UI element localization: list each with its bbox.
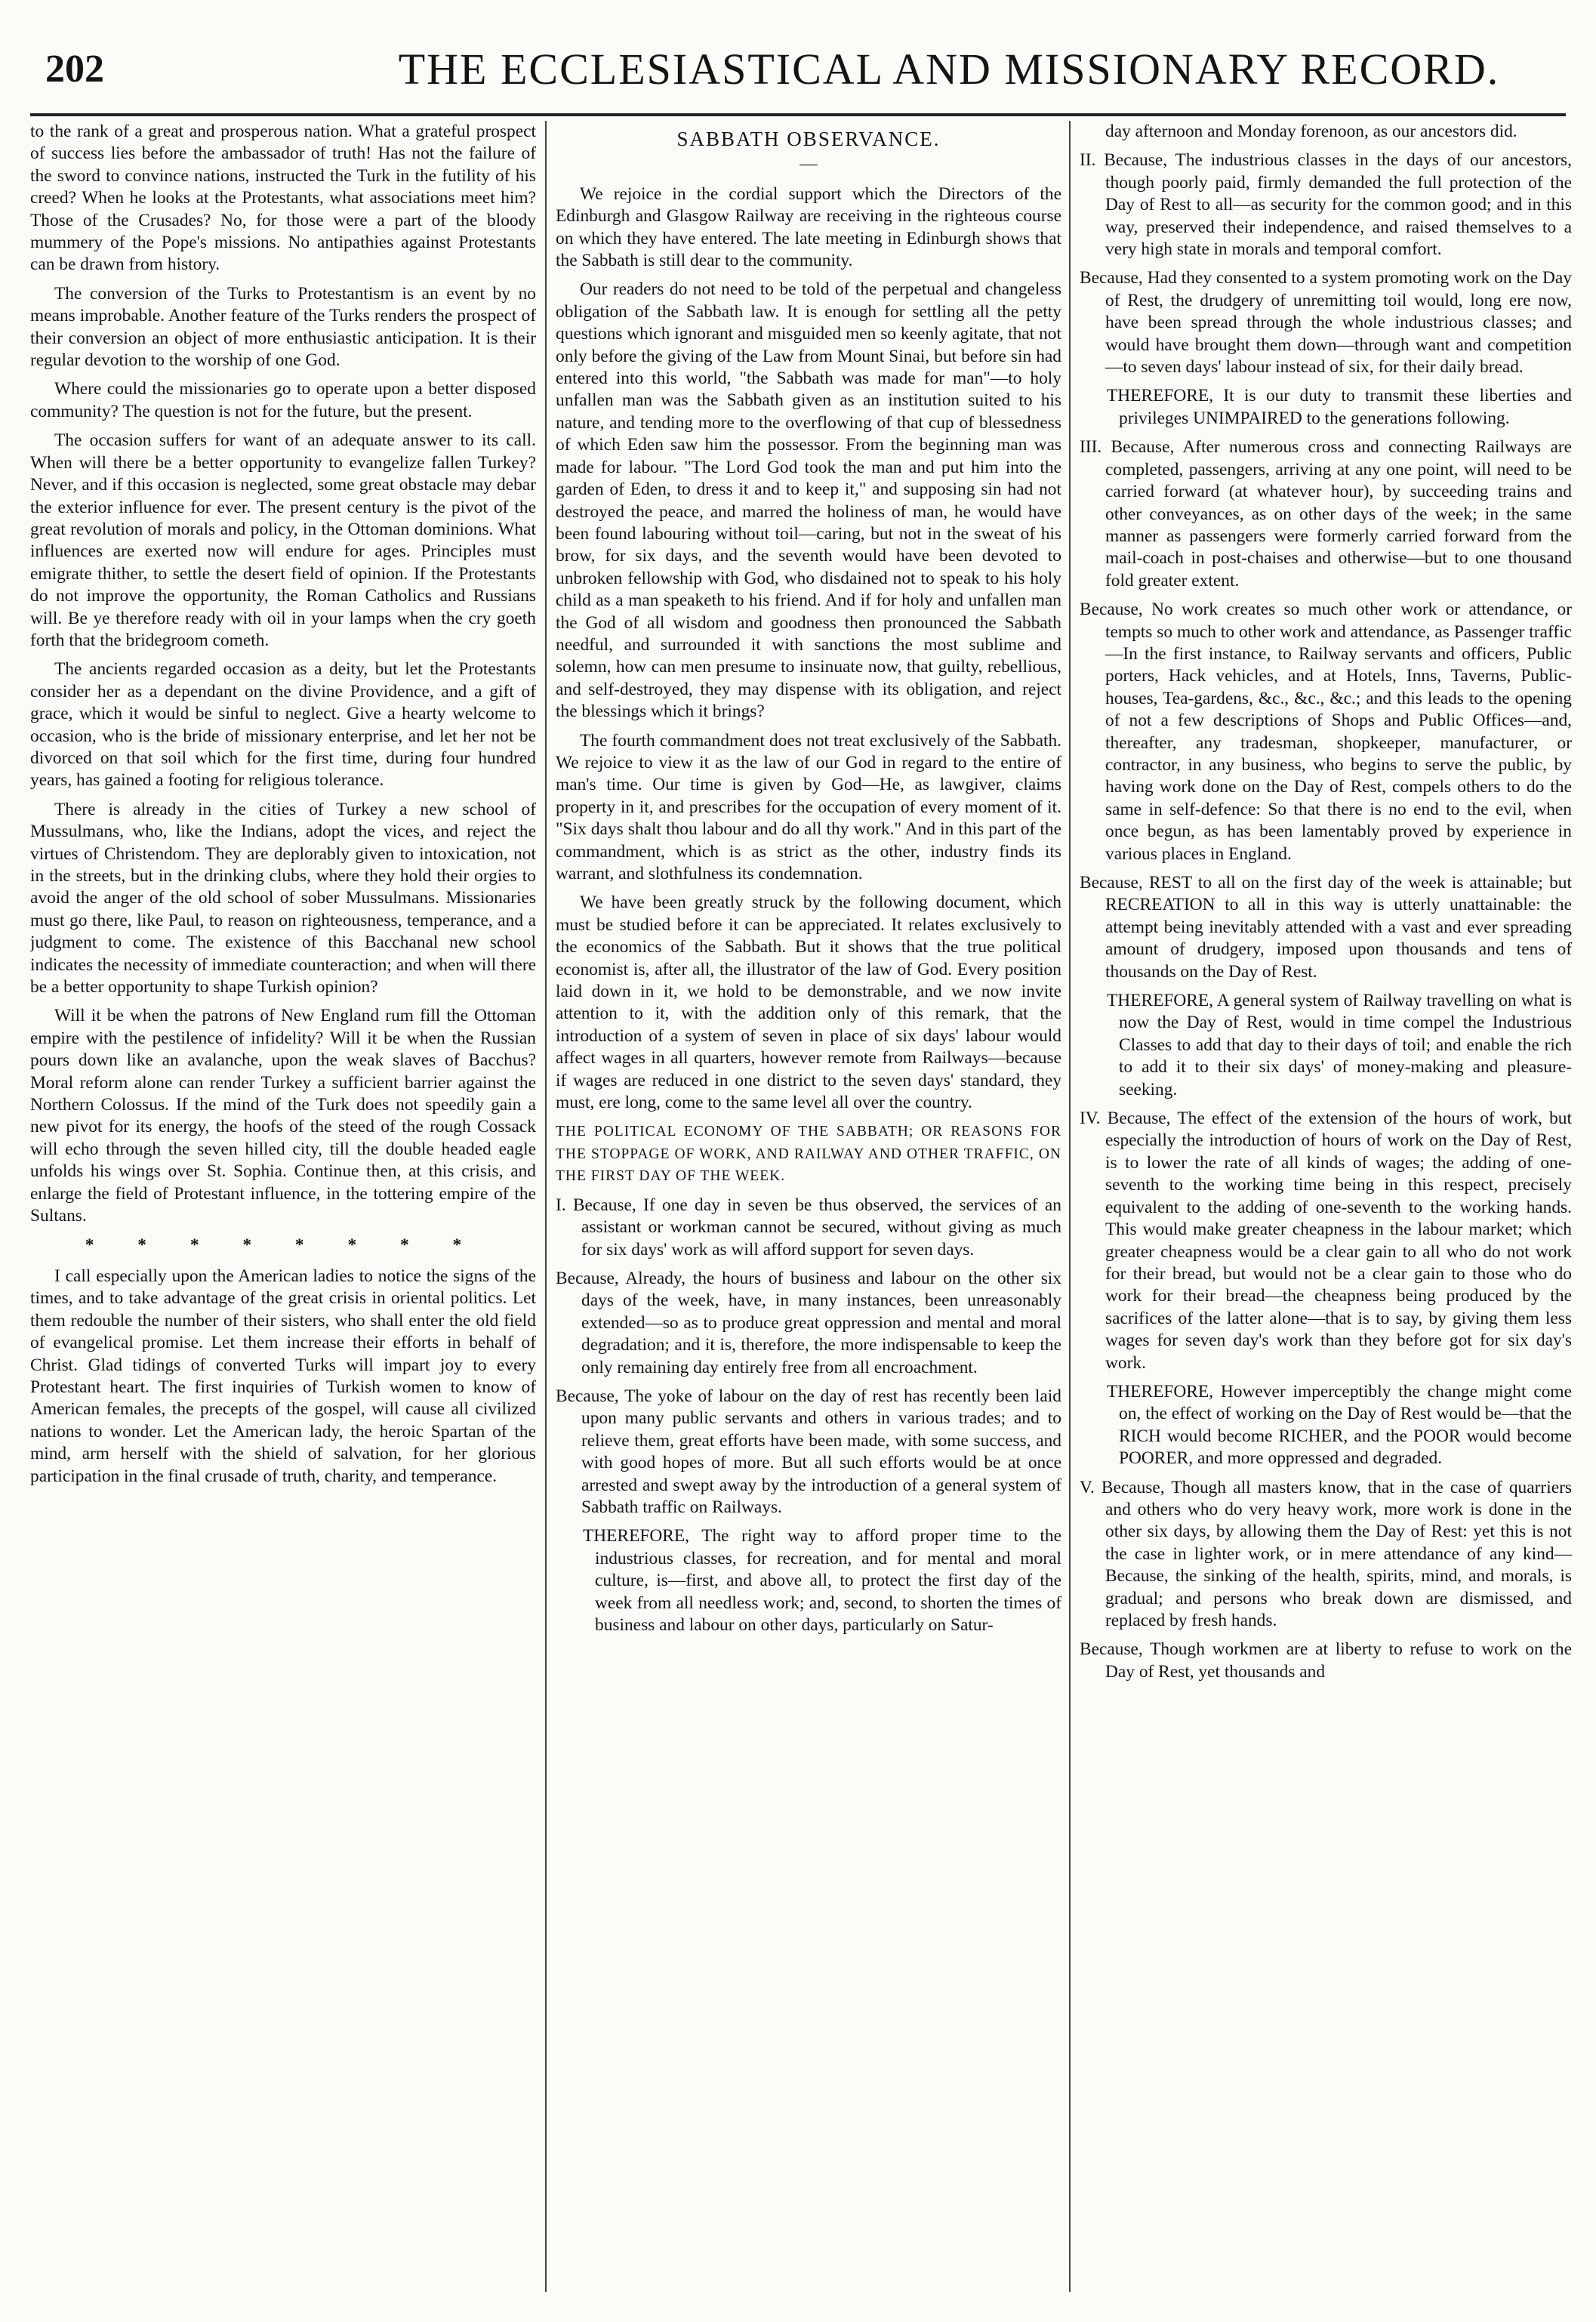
continued-text: day afternoon and Monday forenoon, as our ancestors did. [1105,122,1517,141]
reason-item: V. Because, Though all masters know, that in the case of quarriers and others who do very heavy work, more work is done in the other six days, by allowing them the Day of Rest: yet this is not the case in lighter work, or in mere attendance of any kind—Because, the sinking of the health, spirits, mind, and morals, is gradual; and persons who break down are dismissed, and replaced by fresh hands. [1080,1477,1572,1630]
reason-item: III. Because, After numerous cross and connecting Railways are completed, passengers, arriving at any one point, will need to be carried forward (at whatever hour), by succeeding trains and other conveyances, as on other days of the week; in the same manner as passengers were formerly carried forward from the mail-coach in post-chaises and otherwise—but to one thousand fold greater extent. [1080,437,1572,591]
paragraph: I call especially upon the American ladies to notice the signs of the times, and to take advantage of the great crisis in oriental politics. Let them redouble the number of their sisters, who shall enter the old field of evangelical promise. Let them increase their efforts in behalf of Christ. Glad tidings of converted Turks will impart joy to every Protestant heart. The first inquiries of Turkish women to know of American females, the precepts of the gospel, will cause all civilized nations to wonder. Let the American lady, the heroic Spartan of the mind, arm herself with the shield of salvation, for her glorious participation in the final crusade of truth, charity, and temperance. [30,1266,536,1486]
header-rule [30,113,1566,116]
reason-item: Because, Already, the hours of business and labour on the other six days of the week, have, in many instances, been unreasonably extended—so as to produce great oppression and mental and moral degradation; and it is, therefore, the more indispensable to keep the only remaining day entirely free from all encroachment. [556,1268,1061,1377]
page-header [30,44,1566,103]
reason-item: Because, REST to all on the first day of the week is attainable; but RECREATION to all in this way is utterly unattainable: the attempt being inevitably attended with a vast and ever spreading amount of drudgery, imposed upon thousands and tens of thousands on the Day of Rest. [1080,873,1572,982]
running-title: THE ECCLESIASTICAL AND MISSIONARY RECORD. [398,45,1500,94]
reason-item: I. Because, If one day in seven be thus observed, the services of an assistant or workman cannot be secured, without giving as much for six days' work as will afford support for seven days. [556,1195,1061,1260]
reason-item: Because, Had they consented to a system promoting work on the Day of Rest, the drudgery of unremitting toil would, long ere now, have been spread through the whole industrious classes; and would have brought them down—through want and competition—to seven days' labour instead of six, for their daily bread. [1080,268,1572,378]
reason-item: Because, No work creates so much other work or attendance, or tempts so much to other work and attendance, as Passenger traffic—In the first instance, to Railway servants and officers, Public porters, Hack vehicles, and at Hotels, Inns, Taverns, Public-houses, Tea-gardens, &c., &c., &c.; and this leads to the opening of not a few descriptions of Shops and Public Offices—and, thereafter, any tradesman, shopkeeper, manufacturer, or contractor, in any business, who begins to serve the public, by having work done on the Day of Rest, compels others to do the same in self-defence: So that there is no end to the evil, when once begun, as has been lamentably proved by experience in various places in England. [1080,600,1572,864]
paragraph: to the rank of a great and prosperous nation. What a grateful prospect of success lies before the ambassador of truth! Has not the failure of the sword to convince nations, instructed the Turk in the futility of his creed? When he looks at the Protestants, what associations meet him? Those of the Crusades? No, for those were a part of the bloody mummery of the Pope's missions. No antipathies against Protestants can be drawn from history. [30,122,536,275]
paragraph: We have been greatly struck by the following document, which must be studied before it can be appreciated. It relates exclusively to the economics of the Sabbath. But it shows that the true political economist is, after all, the illustrator of the law of God. Every position laid down in it, we hold to be demonstrable, and we now invite attention to it, with the addition only of this remark, that the introduction of a system of seven in place of six days' labour would affect wages in all quarters, however remote from Railways—because if wages are reduced in one district to the seven days' standard, they must, ere long, come to the same level all over the country. [556,893,1061,1113]
therefore-item: THEREFORE, However imperceptibly the change might come on, the effect of working on the Day of Rest would be—that the RICH would become RICHER, and the POOR would become POORER, and more oppressed and degraded. [1107,1381,1572,1469]
reason-item: Because, Though workmen are at liberty to refuse to work on the Day of Rest, yet thousands and [1080,1639,1572,1682]
paragraph: Will it be when the patrons of New England rum fill the Ottoman empire with the pestilence of infidelity? Will it be when the Russian pours down like an avalanche, upon the weak slaves of Bacchus? Moral reform alone can render Turkey a sufficient barrier against the Northern Colossus. If the mind of the Turk does not speedily gain a new pivot for its energy, the hoofs of the steed of the rough Cossack will echo through the seven hilled city, till the double headed eagle unfolds his wings over St. Sophia. Continue then, at this crisis, and enlarge the field of Protestant influence, in the tottering empire of the Sultans. [30,1006,536,1226]
section-title: SABBATH OBSERVANCE. [676,128,941,150]
paragraph: Where could the missionaries go to operate upon a better disposed community? The question is not for the future, but the present. [30,379,536,421]
page-number: 202 [45,48,104,91]
paragraph: The ancients regarded occasion as a deity, but let the Protestants consider her as a dependant on the divine Providence, and a gift of grace, which it would be sinful to neglect. Give a hearty welcome to occasion, who is the bride of missionary enterprise, and let her not be divorced on that soil which for the first time, during four hundred years, has gained a footing for religious tolerance. [30,659,536,791]
paragraph: Our readers do not need to be told of the perpetual and changeless obligation of the Sabbath law. It is enough for settling all the petty questions which ignorant and misguided men so keenly agitate, that not only before the giving of the Law from Mount Sinai, but before sin had entered into this world, "the Sabbath was made for man"—to holy unfallen man was the Sabbath given as an institution suited to his nature, and tending more to the overflowing of that cup of blessedness of which Eden saw him the possessor. From the beginning man was made for labour. "The Lord God took the man and put him into the garden of Eden, to dress it and to keep it," and supposing sin had not destroyed the peace, and marred the holiness of man, he would have been found labouring without toil—caring, but not in the sweat of his brow, for six days, and the seventh would have been devoted to unbroken fellowship with God, who disdained not to speak to his holy child as a man speaketh to his friend. And if for holy and unfallen man the God of all wisdom and goodness then pronounced the Sabbath needful, and surrounded it with sanctions the most sublime and solemn, how can men presume to insinuate now, that guilty, rebellious, and self-destroyed, they may dispense with its obligation, and reject the blessings which it brings? [556,279,1061,722]
reason-item: Because, The yoke of labour on the day of rest has recently been laid upon many public servants and others in various trades; and to relieve them, great efforts have been made, with some success, and with good hopes of more. But all such efforts would be at once arrested and swept away by the introduction of a general system of Sabbath traffic on Railways. [556,1386,1061,1517]
column-divider [1069,121,1071,2292]
paragraph: The occasion suffers for want of an adequate answer to its call. When will there be a better opportunity to evangelize fallen Turkey? Never, and if this occasion is neglected, some great obstacle may debar the exterior influence for ever. The present century is the pivot of the great revolution of morals and policy, in the Ottoman dominions. What influences are exerted now will endure for ages. Principles must emigrate thither, to settle the desert field of opinion. If the Protestants do not improve the opportunity, the Roman Catholics and Russians will. Be ye therefore ready with oil in your lamps when the cry goeth forth that the bridegroom cometh. [30,430,536,650]
therefore-item: THEREFORE, It is our duty to transmit these liberties and privileges UNIMPAIRED to the generations following. [1107,386,1572,428]
paragraph: The fourth commandment does not treat exclusively of the Sabbath. We rejoice to view it as the law of our God in regard to the entire of man's time. Our time is given by God—He, as lawgiver, claims property in it, and prescribes for the occupation of every moment of it. "Six days shalt thou labour and do all thy work." And in this part of the commandment, which is as strict as the other, industry finds its warrant, and slothfulness its condemnation. [556,730,1061,883]
column-divider [545,121,547,2292]
reason-item: IV. Because, The effect of the extension of the hours of work, but especially the introduction of hours of work on the Day of Rest, is to lower the rate of all kinds of wages; the adding of one-seventh to the working time being in this respect, precisely equivalent to the adding of one-seventh to the working hands. This would make greater cheapness in the labour market; which greater cheapness would be a clear gain to all who do not work for their bread, but would not be a clear gain to those who do work for their bread—the cheapness being produced by the sacrifices of the latter alone—that is to say, by giving them less wages for seven day's work than they before got for six day's work. [1080,1109,1572,1373]
column-2 [556,121,1061,2292]
reason-item: II. Because, The industrious classes in the days of our ancestors, though poorly paid, firmly demanded the full protection of the Day of Rest to all—as security for the common good; and in this way, preserved their independence, and raised themselves to a very high state in morals and temporal comfort. [1080,150,1572,260]
subheading: THE POLITICAL ECONOMY OF THE SABBATH; OR REASONS FOR THE STOPPAGE OF WORK, AND RAILWAY AND OTHER TRAFFIC, ON THE FIRST DAY OF THE WEEK. [556,1124,1061,1185]
title-dash: — [800,154,818,174]
column-3 [1080,121,1572,2292]
therefore-item: THEREFORE, The right way to afford proper time to the industrious classes, for recreation, and for mental and moral culture, is—first, and above all, to protect the first day of the week from all needless work; and, second, to shorten the times of business and labour on other days, particularly on Satur- [583,1526,1061,1635]
paragraph: The conversion of the Turks to Protestantism is an event by no means improbable. Another feature of the Turks renders the prospect of their conversion an object of more enthusiastic anticipation. It is their regular devotion to the worship of one God. [30,283,536,371]
paragraph: There is already in the cities of Turkey a new school of Mussulmans, who, like the Indians, adopt the vices, and reject the virtues of Christendom. They are deplorably given to intoxication, not in the streets, but in the drinking clubs, where they hold their orgies to avoid the anger of the old school of sober Mussulmans. Missionaries must go there, like Paul, to reason on righteousness, temperance, and a judgment to come. The existence of this Bacchanal new school indicates the necessity of immediate counteraction; and when will there be a better opportunity to shape Turkish opinion? [30,799,536,998]
therefore-item: THEREFORE, A general system of Railway travelling on what is now the Day of Rest, would in time compel the Industrious Classes to add that day to their days of toil; and enable the rich to add it to their six days' of money-making and pleasure-seeking. [1107,991,1572,1099]
section-break-stars: * * * * * * * * [85,1235,482,1255]
column-1 [30,121,536,2292]
paragraph: We rejoice in the cordial support which the Directors of the Edinburgh and Glasgow Railway are receiving in the righteous course on which they have entered. The late meeting in Edinburgh shows that the Sabbath is still dear to the community. [556,183,1061,271]
